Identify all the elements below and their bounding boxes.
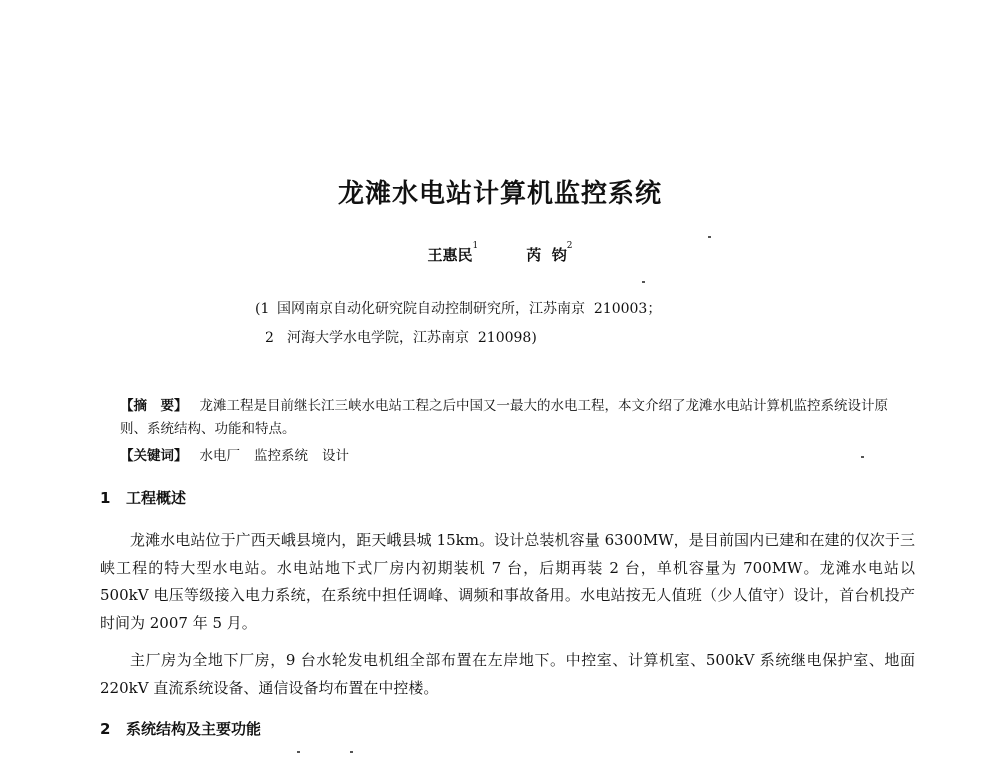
body-paragraph: 主厂房为全地下厂房，9 台水轮发电机组全部布置在左岸地下。中控室、计算机室、500kV 系统继电保护室、地面 220kV 直流系统设备、通信设备均布置在中控楼。 (100, 651, 915, 697)
paper-title: 龙滩水电站计算机监控系统 (337, 179, 662, 209)
scan-speck (642, 281, 645, 283)
affiliation-number: (1 (255, 301, 270, 317)
scan-speck (861, 456, 864, 458)
author-affil-mark: 2 (566, 241, 573, 251)
keyword: 设计 (322, 448, 349, 464)
body-paragraph: 龙滩水电站位于广西天峨县境内，距天峨县城 15km。设计总装机容量 6300MW，是目前国内已建和在建的仅次于三峡工程的特大型水电站。水电站地下式厂房内初期装机 7 台，后期再装 2 台，单机容量为 700MW。龙滩水电站以 500kV 电压等级接入电力系统，在系统中担任调峰、调频和事故备用。水电站按无人值班（少人值守）设计，首台机投产时间为 2007 年 5 月。 (100, 531, 915, 632)
author-name: 芮 钧 (526, 246, 567, 264)
keyword: 监控系统 (254, 448, 308, 464)
scan-speck (350, 751, 353, 753)
scan-speck (297, 751, 300, 753)
section-heading (100, 718, 261, 739)
section-heading (100, 487, 186, 508)
affiliation (265, 327, 537, 347)
abstract-text: 龙滩工程是目前继长江三峡水电站工程之后中国又一最大的水电工程，本文介绍了龙滩水电站计算机监控系统设计原则、系统结构、功能和特点。 (120, 398, 888, 437)
section-number: 2 (100, 720, 111, 738)
author-line (0, 241, 1000, 265)
section-number: 1 (100, 489, 111, 507)
author-name: 王惠民 (427, 246, 473, 264)
keywords (120, 444, 363, 464)
affiliation-text: 河海大学水电学院，江苏南京 210098) (287, 330, 537, 346)
author (427, 241, 479, 265)
author (526, 241, 573, 265)
scan-speck (708, 236, 711, 238)
abstract (120, 395, 890, 441)
keyword: 水电厂 (199, 448, 240, 464)
abstract-label: 【摘 要】 (120, 398, 188, 414)
affiliation-number: 2 (265, 330, 274, 346)
affiliation-text: 国网南京自动化研究院自动控制研究所，江苏南京 210003； (277, 301, 662, 317)
keywords-label: 【关键词】 (120, 448, 188, 464)
affiliation (255, 298, 661, 318)
section-title: 系统结构及主要功能 (126, 720, 262, 738)
section-title: 工程概述 (126, 489, 187, 507)
author-affil-mark: 1 (472, 241, 479, 251)
